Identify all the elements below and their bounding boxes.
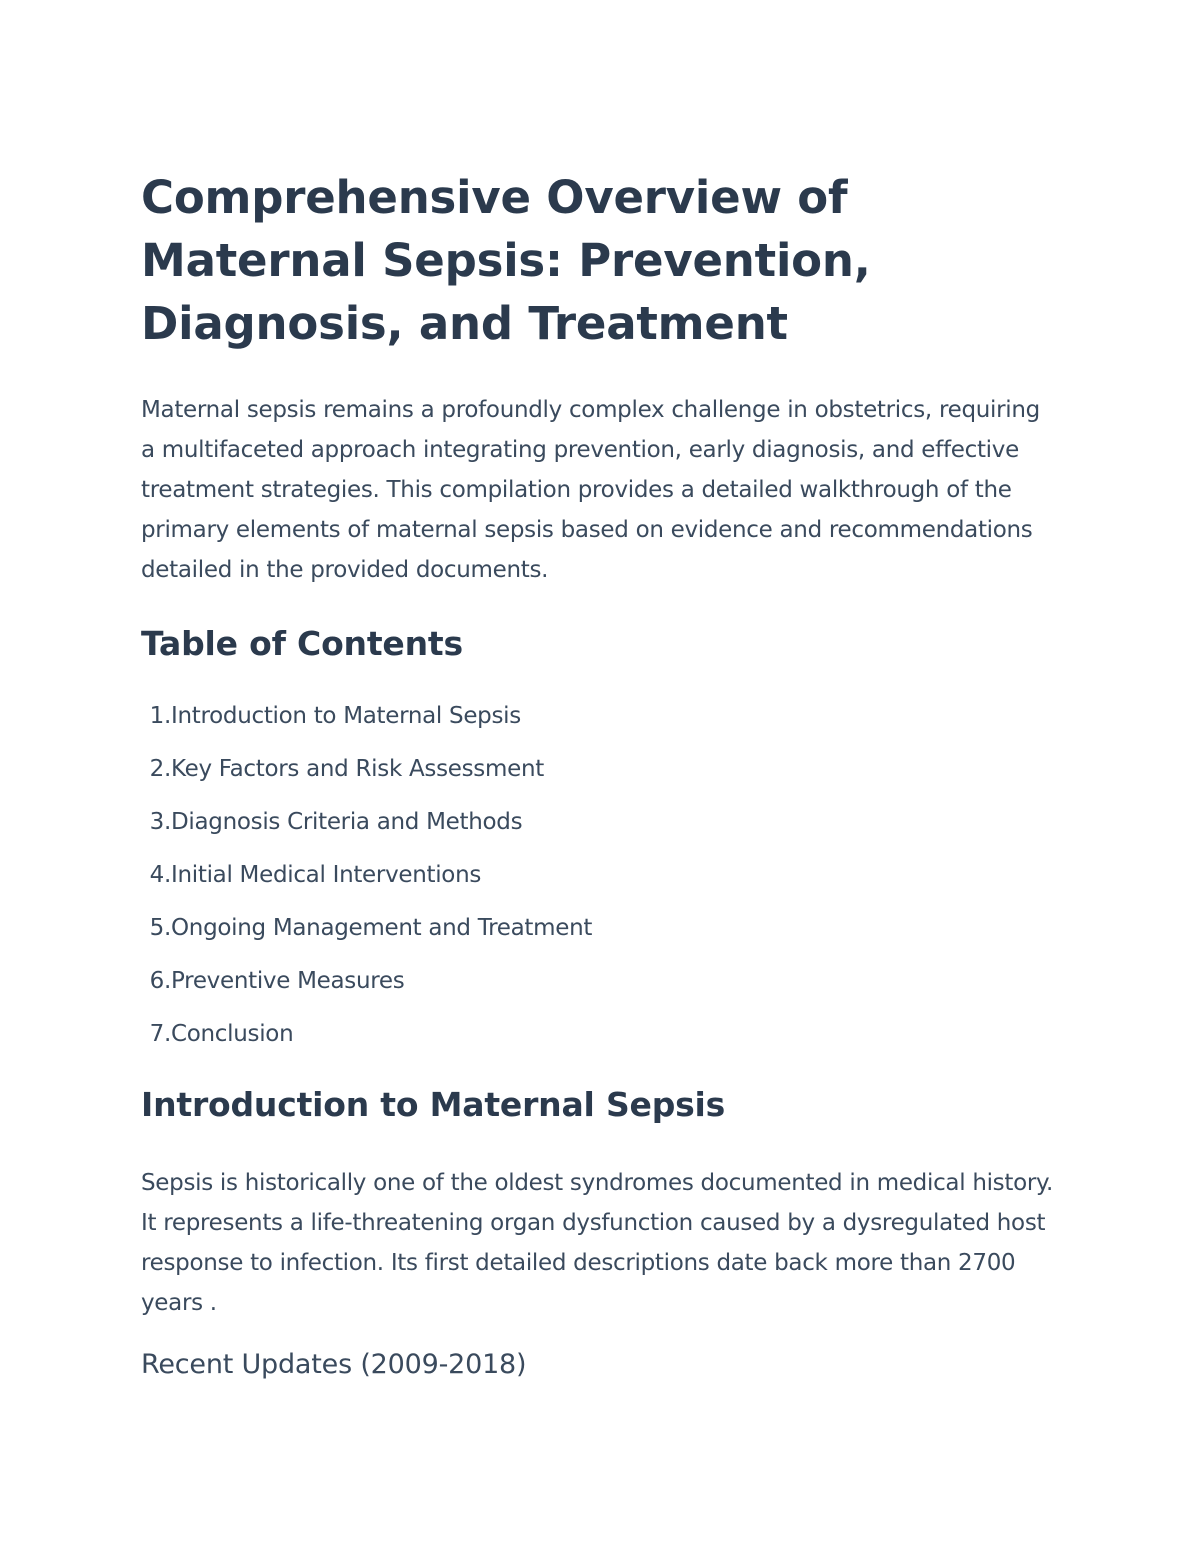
toc-item-number: 4.: [149, 862, 171, 888]
intro-paragraph: Maternal sepsis remains a profoundly complex challenge in obstetrics, requiring a multifaceted approach integrating prevention, early diagnosis, and effective treatment strategies. This compilation provides a detailed walkthrough of the primary elements of maternal sepsis based on evidence and recommendations detailed in the provided documents.: [141, 397, 1040, 583]
document-title: Comprehensive Overview of Maternal Sepsis: Prevention, Diagnosis, and Treatment: [141, 171, 871, 350]
toc-item-number: 2.: [149, 756, 171, 782]
table-of-contents: [141, 690, 1060, 1061]
subsection-heading: Recent Updates (2009-2018): [141, 1349, 527, 1380]
toc-item-label: Ongoing Management and Treatment: [171, 915, 593, 941]
section-paragraph: Sepsis is historically one of the oldest syndromes documented in medical history. It represents a life-threatening organ dysfunction caused by a dysregulated host response to infection. Its first detailed descriptions date back more than 2700 years .: [141, 1170, 1054, 1316]
toc-item-label: Introduction to Maternal Sepsis: [171, 703, 521, 729]
toc-item-label: Preventive Measures: [171, 968, 405, 994]
toc-item[interactable]: [141, 690, 1060, 743]
toc-item[interactable]: [141, 955, 1060, 1008]
toc-item[interactable]: [141, 902, 1060, 955]
toc-item-number: 5.: [149, 915, 171, 941]
toc-item[interactable]: [141, 743, 1060, 796]
toc-heading: Table of Contents: [141, 624, 463, 663]
toc-item-number: 6.: [149, 968, 171, 994]
toc-item[interactable]: [141, 1008, 1060, 1061]
section-heading: Introduction to Maternal Sepsis: [141, 1085, 726, 1124]
toc-item-label: Key Factors and Risk Assessment: [171, 756, 544, 782]
toc-item[interactable]: [141, 849, 1060, 902]
toc-item-label: Diagnosis Criteria and Methods: [171, 809, 523, 835]
toc-item[interactable]: [141, 796, 1060, 849]
toc-item-number: 1.: [149, 703, 171, 729]
toc-item-label: Initial Medical Interventions: [171, 862, 482, 888]
toc-item-number: 3.: [149, 809, 171, 835]
toc-item-label: Conclusion: [171, 1021, 294, 1047]
toc-item-number: 7.: [149, 1021, 171, 1047]
